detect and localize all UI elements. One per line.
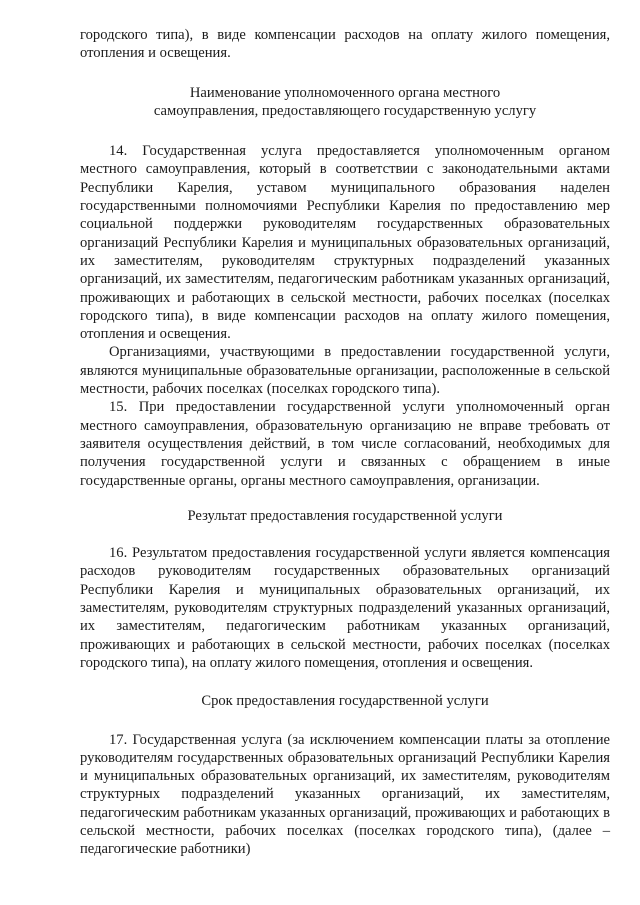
intro-paragraph: городского типа), в виде компенсации расходов на оплату жилого помещения, отопления и освещения. [80,27,610,62]
paragraph-14-continuation: Организациями, участвующими в предоставлении государственной услуги, являются муниципальные образовательные организации, расположенные в сельской местности, рабочих поселках (поселках городского типа). [80,344,610,398]
paragraph-15: 15. При предоставлении государственной услуги уполномоченный орган местного самоуправления, образовательную организацию не вправе требовать от заявителя осуществления действий, в том числе согласований, необходимых для получения государственной услуги и связанных с обращением в иные государственные органы, органы местного самоуправления, организации. [80,399,610,489]
section-heading-authority [80,84,610,121]
paragraph-16: 16. Результатом предоставления государственной услуги является компенсация расходов руководителям государственных образовательных организаций Республики Карелия и муниципальных образовательных организаций, их заместителям, руководителям структурных подразделений указанных организаций, их заместителям, педагогическим работникам указанных организаций, проживающих и работающих в сельской местности, рабочих поселках (поселках городского типа), на оплату жилого помещения, отопления и освещения. [80,545,610,671]
paragraph-14: 14. Государственная услуга предоставляется уполномоченным органом местного самоуправления, который в соответствии с законодательными актами Республики Карелия, уставом муниципального образования наделен государственными полномочиями Республики Карелия по предоставлению мер социальной поддержки руководителям государственных образовательных организаций Республики Карелия и муниципальных образовательных организаций, их заместителям, руководителям структурных подразделений указанных организаций, их заместителям, педагогическим работникам указанных организаций, проживающих и работающих в сельской местности, рабочих поселках (поселках городского типа), в виде компенсации расходов на оплату жилого помещения, отопления и освещения. [80,143,610,343]
paragraph-17: 17. Государственная услуга (за исключением компенсации платы за отопление руководителям государственных образовательных организаций Республики Карелия и муниципальных образовательных организаций, их заместителям, руководителям структурных подразделений указанных организаций, их заместителям, педагогическим работникам указанных организаций, проживающих и работающих в сельской местности, рабочих поселках (поселках городского типа), (далее – педагогические работники) [80,731,610,858]
spacer [80,490,610,507]
section-heading-authority-line1: Наименование уполномоченного органа местного [189,84,501,101]
section-heading-result: Результат предоставления государственной услуги [187,507,503,524]
spacer [80,672,610,692]
spacer [80,63,610,84]
spacer [80,120,610,142]
document-page [80,26,610,859]
section-heading-term: Срок предоставления государственной услуги [201,693,489,710]
spacer [80,525,610,544]
spacer [80,711,610,731]
section-heading-authority-line2: самоуправления, предоставляющего государственную услугу [153,102,537,119]
